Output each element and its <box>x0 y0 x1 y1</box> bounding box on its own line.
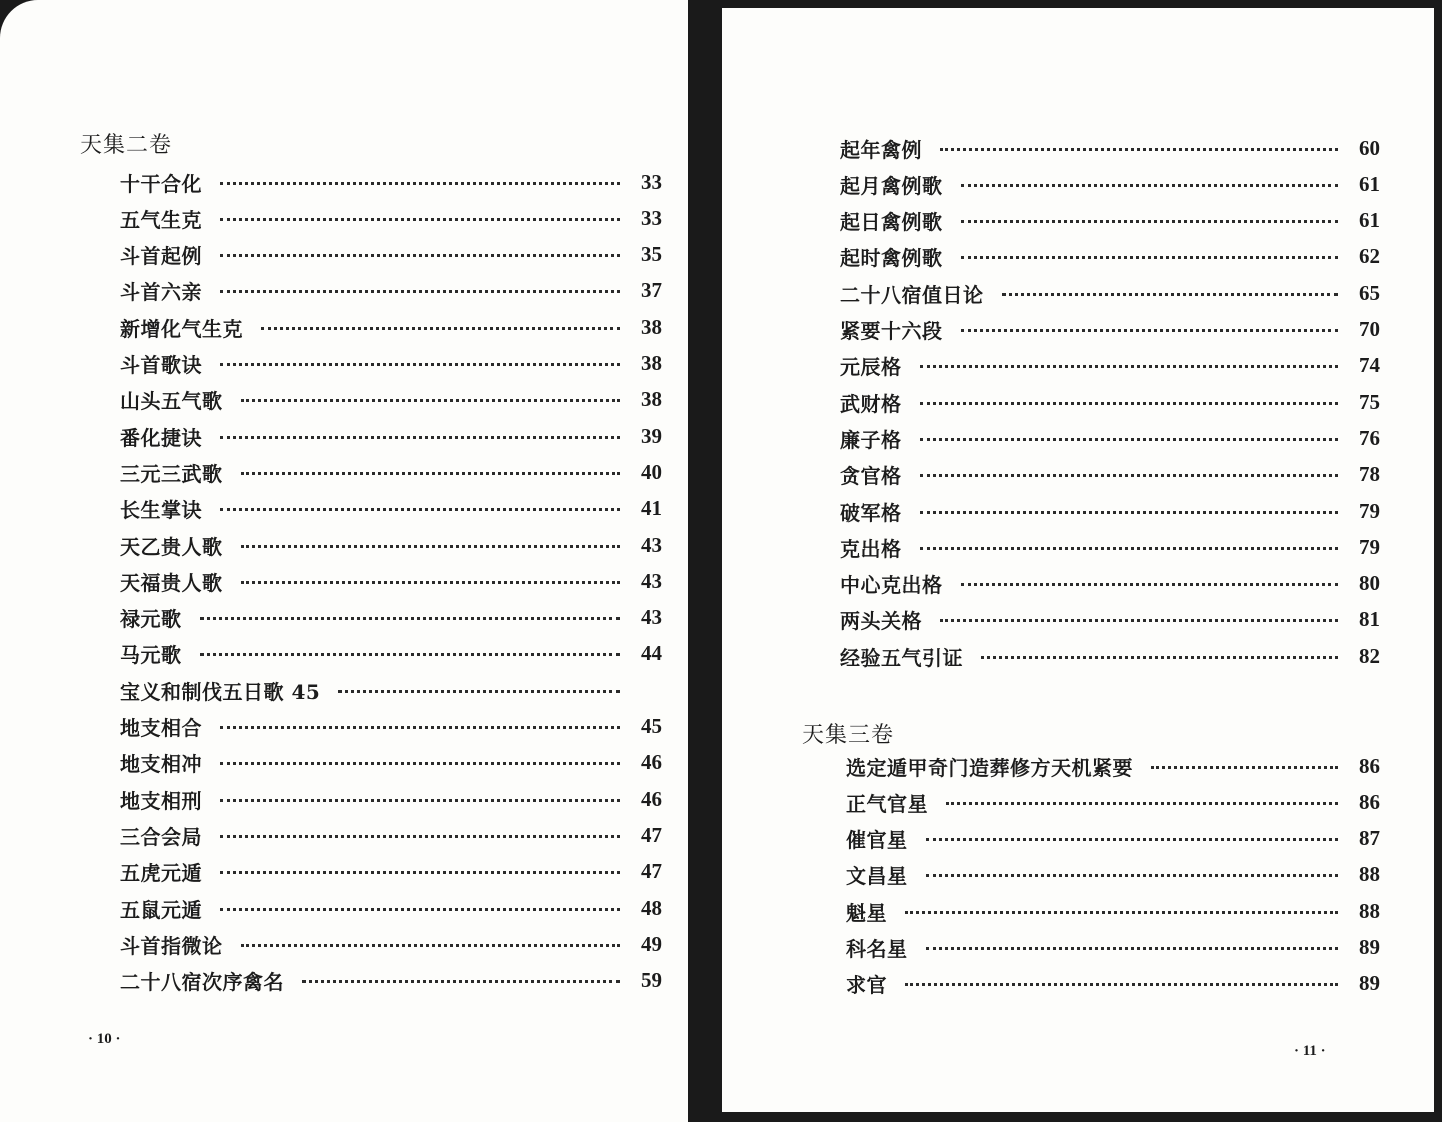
toc-entry <box>120 963 662 999</box>
toc-entry-title: 五鼠元遁 <box>120 897 202 922</box>
toc-entry-page: 62 <box>1359 244 1380 269</box>
dot-leader <box>220 726 620 729</box>
toc-entry <box>120 382 662 418</box>
toc-entry <box>840 420 1380 456</box>
dot-leader <box>220 218 620 221</box>
toc-entry <box>120 200 662 236</box>
toc-entry <box>120 890 662 926</box>
toc-entry-page: 61 <box>1359 208 1380 233</box>
toc-entry <box>120 781 662 817</box>
toc-entry-page: 86 <box>1359 789 1380 814</box>
toc-entry-title: 地支相刑 <box>120 788 202 813</box>
dot-leader <box>241 472 621 475</box>
dot-leader <box>220 799 620 802</box>
toc-entry-page: 47 <box>641 822 662 847</box>
toc-entry-page: 48 <box>641 895 662 920</box>
section-title: 天集三卷 <box>802 723 895 748</box>
dot-leader <box>241 399 621 402</box>
page-number: · 11 · <box>1294 1043 1326 1059</box>
dot-leader <box>926 838 1339 841</box>
dot-leader <box>220 182 620 185</box>
dot-leader <box>220 835 620 838</box>
toc-entry <box>846 784 1380 820</box>
toc-entry <box>120 854 662 890</box>
section-title: 天集二卷 <box>80 133 173 158</box>
dot-leader <box>961 329 1339 332</box>
dot-leader <box>220 508 620 511</box>
dot-leader <box>1002 293 1339 296</box>
toc-entry <box>120 563 662 599</box>
toc-entry-title: 武财格 <box>840 391 902 416</box>
toc-entry-title: 五虎元遁 <box>120 861 202 886</box>
dot-leader <box>1151 766 1338 769</box>
toc-entry-title: 十干合化 <box>120 171 202 196</box>
toc-entry <box>846 748 1380 784</box>
dot-leader <box>905 983 1338 986</box>
toc-entry <box>840 566 1380 602</box>
toc-entry-page: 44 <box>641 641 662 666</box>
toc-entry-page: 82 <box>1359 643 1380 668</box>
page-number: · 10 · <box>88 1031 121 1047</box>
toc-entry-title: 新增化气生克 <box>120 316 243 341</box>
toc-entry <box>120 636 662 672</box>
toc-entry-title: 起日禽例歌 <box>840 210 943 235</box>
toc-entry-page: 87 <box>1359 826 1380 851</box>
toc-entry-title: 宝义和制伐五日歌 45 <box>120 679 321 704</box>
toc-entry-page: 89 <box>1359 935 1380 959</box>
toc-entry-page: 89 <box>1359 971 1380 996</box>
toc-entry <box>840 384 1380 420</box>
toc-entry-page: 76 <box>1359 425 1380 450</box>
toc-entry-title: 经验五气引证 <box>840 645 963 670</box>
toc-entry-title: 中心克出格 <box>840 573 943 598</box>
toc-entry <box>840 529 1380 565</box>
dot-leader <box>926 874 1339 877</box>
toc-entry-title: 贪官格 <box>840 464 902 489</box>
toc-entry-title: 选定遁甲奇门造葬修方天机紧要 <box>846 755 1133 780</box>
dot-leader <box>940 619 1338 622</box>
toc-entry <box>846 857 1380 893</box>
toc-entry-title: 斗首歌诀 <box>120 353 202 377</box>
dot-leader <box>220 436 620 439</box>
toc-entry-page: 35 <box>641 242 662 267</box>
toc-entry-title: 廉子格 <box>840 427 902 452</box>
toc-entry-page: 39 <box>641 423 662 448</box>
toc-entry <box>120 237 662 273</box>
toc-entry-title: 破军格 <box>840 500 902 525</box>
toc-entry-page: 37 <box>641 278 662 303</box>
dot-leader <box>220 363 620 366</box>
toc-entry <box>120 346 662 382</box>
dot-leader <box>940 148 1338 151</box>
toc-entry-page: 46 <box>641 786 662 811</box>
toc-entry-page: 46 <box>641 750 662 775</box>
toc-entry-title: 魁星 <box>846 900 887 925</box>
toc-entry <box>120 491 662 527</box>
toc-entry <box>120 709 662 745</box>
toc-entry <box>120 418 662 454</box>
toc-entry-title: 三合会局 <box>120 824 202 849</box>
dot-leader <box>220 254 620 257</box>
toc-entry-title: 马元歌 <box>120 643 182 668</box>
toc-entry <box>846 821 1380 857</box>
dot-leader <box>220 871 620 874</box>
toc-entry <box>840 203 1380 239</box>
toc-entry-title: 克出格 <box>840 536 902 561</box>
toc-entry-title: 天福贵人歌 <box>120 570 223 595</box>
toc-entry-page: 79 <box>1359 534 1380 559</box>
toc-entry <box>846 930 1380 966</box>
toc-entry-title: 元辰格 <box>840 355 902 380</box>
toc-entry-page: 74 <box>1359 353 1380 378</box>
toc-entry-page: 88 <box>1359 898 1380 923</box>
toc-entry <box>120 926 662 962</box>
right-page <box>722 8 1434 1112</box>
toc-entry <box>846 966 1380 1002</box>
toc-entry-page: 75 <box>1359 389 1380 414</box>
toc-entry-page: 43 <box>641 605 662 630</box>
toc-entry-title: 禄元歌 <box>120 607 182 632</box>
toc-entry-title: 天乙贵人歌 <box>120 534 223 559</box>
toc-entry-page: 60 <box>1359 135 1380 160</box>
toc-entry <box>846 893 1380 929</box>
toc-entry-page: 79 <box>1359 498 1380 523</box>
toc-entry-page: 86 <box>1359 753 1380 778</box>
toc-entry-title: 两头关格 <box>840 609 922 634</box>
toc-entry-page: 61 <box>1359 171 1380 196</box>
dot-leader <box>926 947 1339 950</box>
dot-leader <box>961 220 1339 223</box>
dot-leader <box>220 290 620 293</box>
toc-entry-page: 40 <box>641 459 662 484</box>
dot-leader <box>241 545 621 548</box>
toc-entry-page: 49 <box>641 931 662 956</box>
toc-entry <box>120 600 662 636</box>
toc-entry-title: 斗首六亲 <box>120 280 202 305</box>
toc-entry-title: 文昌星 <box>846 864 908 889</box>
toc-entry-page: 80 <box>1359 571 1380 596</box>
dot-leader <box>905 911 1338 914</box>
dot-leader <box>220 762 620 765</box>
toc-entry-title: 起时禽例歌 <box>840 246 943 271</box>
dot-leader <box>920 402 1339 405</box>
toc-entry <box>120 454 662 490</box>
toc-entry <box>840 312 1380 348</box>
toc-entry-title: 斗首指微论 <box>120 933 223 958</box>
toc-entry-page: 33 <box>641 169 662 194</box>
toc-entry <box>120 273 662 309</box>
toc-entry-title: 正气官星 <box>846 791 928 816</box>
toc-entry-page: 38 <box>641 387 662 412</box>
toc-entry <box>840 602 1380 638</box>
toc-entry-title: 三元三武歌 <box>120 461 223 486</box>
dot-leader <box>961 256 1339 259</box>
toc-entry-title: 求官 <box>846 973 887 998</box>
toc-entry <box>840 348 1380 384</box>
toc-entry-page: 38 <box>641 351 662 375</box>
dot-leader <box>261 327 620 330</box>
toc-entry-title: 科名星 <box>846 937 908 961</box>
toc-entry-page: 45 <box>641 714 662 738</box>
toc-entry <box>840 457 1380 493</box>
toc-entry <box>120 309 662 345</box>
dot-leader <box>220 908 620 911</box>
dot-leader <box>920 438 1339 441</box>
dot-leader <box>200 617 621 620</box>
dot-leader <box>241 581 621 584</box>
toc-entry <box>840 239 1380 275</box>
toc-entry-page: 88 <box>1359 862 1380 887</box>
toc-entry <box>120 817 662 853</box>
toc-entry <box>120 672 662 708</box>
toc-entry-title: 地支相合 <box>120 716 202 740</box>
toc-entry-title: 斗首起例 <box>120 244 202 269</box>
toc-entry-title: 长生掌诀 <box>120 498 202 523</box>
dot-leader <box>200 653 621 656</box>
dot-leader <box>961 583 1339 586</box>
toc-entry-page: 41 <box>641 496 662 521</box>
toc-entry-title: 番化捷诀 <box>120 425 202 450</box>
toc-entry <box>840 275 1380 311</box>
toc-entry <box>120 164 662 200</box>
toc-entry <box>120 745 662 781</box>
dot-leader <box>920 365 1339 368</box>
toc-entry-page: 33 <box>641 205 662 230</box>
toc-entry-title: 催官星 <box>846 828 908 853</box>
dot-leader <box>920 547 1339 550</box>
toc-entry-page: 38 <box>641 314 662 339</box>
toc-entry-title: 起月禽例歌 <box>840 173 943 198</box>
dot-leader <box>981 656 1338 659</box>
dot-leader <box>961 184 1339 187</box>
toc-entry-page: 47 <box>641 859 662 884</box>
toc-entry <box>840 638 1380 674</box>
toc-entry <box>840 166 1380 202</box>
toc-entry <box>840 493 1380 529</box>
toc-entry-page: 78 <box>1359 462 1380 487</box>
dot-leader <box>946 802 1338 805</box>
toc-entry-page: 81 <box>1359 607 1380 632</box>
toc-entry-page: 43 <box>641 568 662 593</box>
toc-entry-title: 二十八宿次序禽名 <box>120 970 284 995</box>
toc-entry-page: 43 <box>641 532 662 557</box>
toc-entry-title: 二十八宿值日论 <box>840 282 984 307</box>
toc-entry <box>840 130 1380 166</box>
toc-entry <box>120 527 662 563</box>
toc-entry-title: 紧要十六段 <box>840 319 943 343</box>
toc-entry-page: 59 <box>641 968 662 993</box>
toc-entry-title: 起年禽例 <box>840 137 922 162</box>
dot-leader <box>920 511 1339 514</box>
dot-leader <box>338 690 620 693</box>
toc-entry-title: 地支相冲 <box>120 752 202 777</box>
left-page <box>0 0 688 1122</box>
dot-leader <box>920 474 1339 477</box>
toc-entry-page: 65 <box>1359 280 1380 305</box>
toc-entry-page: 70 <box>1359 317 1380 341</box>
dot-leader <box>241 944 621 947</box>
toc-entry-title: 山头五气歌 <box>120 389 223 414</box>
toc-entry-title: 五气生克 <box>120 207 202 232</box>
dot-leader <box>302 980 620 983</box>
